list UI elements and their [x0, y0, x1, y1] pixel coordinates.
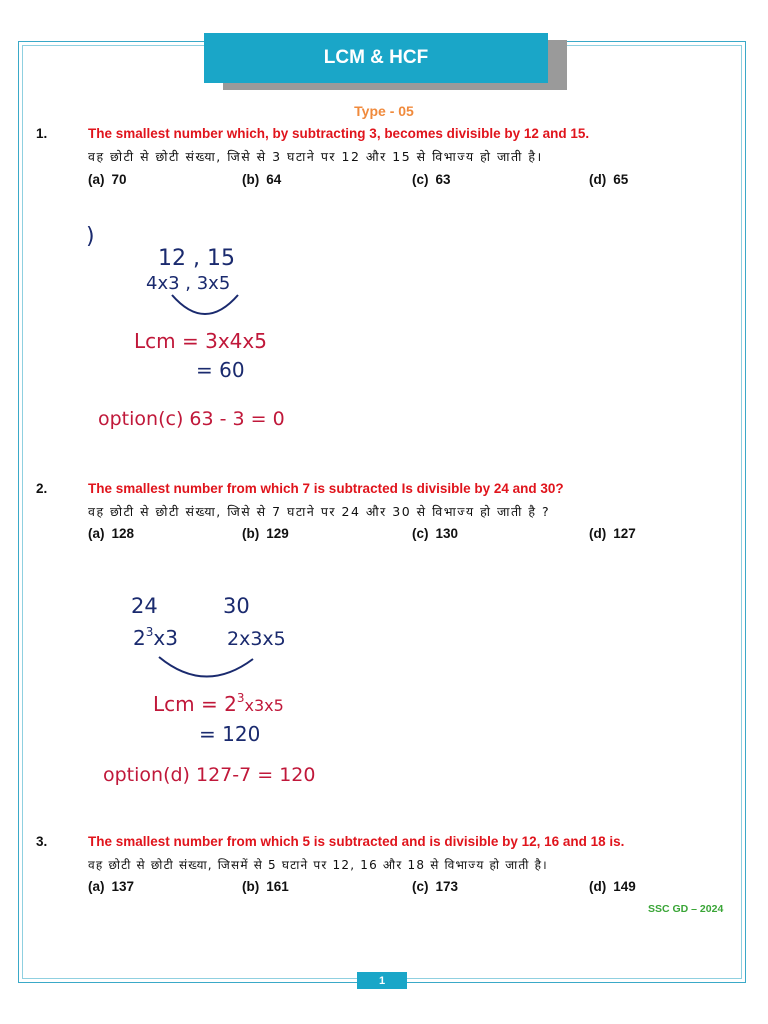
question-2-option-a: (a) 128 [88, 526, 135, 541]
question-3-option-d: (d) 149 [589, 879, 636, 894]
question-1-option-a: (a) 70 [88, 172, 127, 187]
hw2-num-24: 24 [131, 594, 158, 618]
question-3-option-b: (b) 161 [242, 879, 289, 894]
question-3-english: The smallest number from which 5 is subtracted and is divisible by 12, 16 and 18 is. [88, 834, 625, 849]
question-2-handwritten-solution [95, 585, 395, 805]
question-2-english: The smallest number from which 7 is subtracted Is divisible by 24 and 30? [88, 481, 564, 496]
hw1-answer: option(c) 63 - 3 = 0 [98, 408, 285, 430]
page-number: 1 [357, 972, 407, 989]
question-2-hindi: वह छोटी से छोटी संख्या, जिसे से 7 घटाने पर 24 और 30 से विभाज्य हो जाती है ? [88, 504, 551, 519]
hw2-num-30: 30 [223, 594, 250, 618]
hw2-factor-24: $2^3x3$ [133, 625, 178, 650]
question-1-english: The smallest number which, by subtracting 3, becomes divisible by 12 and 15. [88, 126, 590, 141]
question-2-option-b: (b) 129 [242, 526, 289, 541]
question-2-option-d: (d) 127 [589, 526, 636, 541]
source-tag: SSC GD – 2024 [648, 903, 724, 915]
question-1-option-b: (b) 64 [242, 172, 282, 187]
question-1-option-d: (d) 65 [589, 172, 629, 187]
hw1-numbers: 12 , 15 [158, 246, 235, 271]
hw2-factor-30: 2x3x5 [227, 628, 286, 650]
question-1-handwritten-solution [80, 215, 380, 445]
question-1-number: 1. [36, 126, 48, 141]
question-2-option-c: (c) 130 [412, 526, 459, 541]
question-3-number: 3. [36, 834, 48, 849]
question-2-number: 2. [36, 481, 48, 496]
hw2-result: = 120 [199, 722, 261, 746]
hw1-lcm: Lcm = 3x4x5 [134, 329, 267, 353]
hw2-answer: option(d) 127-7 = 120 [103, 764, 316, 786]
question-3-hindi: वह छोटी से छोटी संख्या, जिसमें से 5 घटाने पर 12, 16 और 18 से विभाज्य हो जाती है। [88, 858, 548, 872]
hw2-lcm: Lcm = $2^3_{x3x5}$ [153, 691, 284, 716]
question-1-hindi: वह छोटी से छोटी संख्या, जिसे से 3 घटाने पर 12 और 15 से विभाज्य हो जाती है। [88, 149, 543, 164]
hw1-arc [172, 295, 238, 314]
hw1-factors: 4x3 , 3x5 [146, 273, 231, 294]
question-3-option-a: (a) 137 [88, 879, 135, 894]
hw2-arc [159, 657, 253, 677]
type-label: Type - 05 [354, 103, 414, 119]
hw1-result: = 60 [196, 358, 245, 382]
page-title: LCM & HCF [204, 33, 548, 83]
question-3-option-c: (c) 173 [412, 879, 459, 894]
question-1-option-c: (c) 63 [412, 172, 451, 187]
hw1-mark: ) [86, 224, 95, 249]
